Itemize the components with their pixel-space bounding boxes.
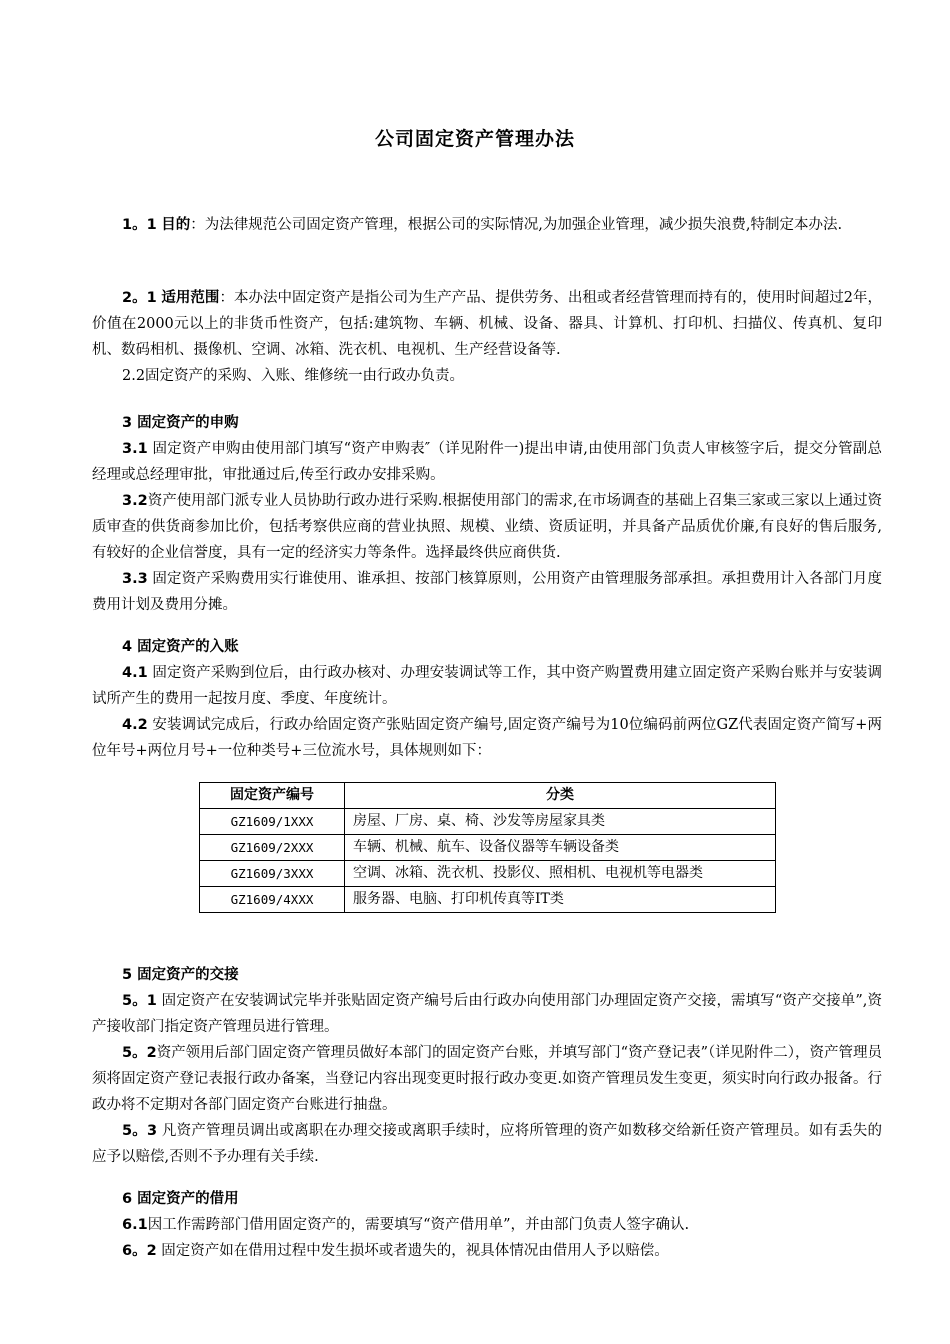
paragraph-4-2 bbox=[92, 712, 882, 764]
clause-label: 适用范围 bbox=[161, 290, 220, 306]
category-cell: 服务器、电脑、打印机传真等IT类 bbox=[345, 887, 776, 913]
asset-code-cell: GZ1609/4XXX bbox=[200, 887, 345, 913]
section-2 bbox=[92, 285, 882, 389]
clause-text: 资产使用部门派专业人员协助行政办进行采购.根据使用部门的需求,在市场调查的基础上召集三家或三家以上通过资质审查的供货商参加比价，包括考察供应商的营业执照、规模、业绩、资质证明，并具备产品质优价廉,有良好的售后服务,有较好的企业信誉度，具有一定的经济实力等条件。选择最终供应商供货. bbox=[92, 493, 882, 561]
paragraph-3-1 bbox=[92, 436, 882, 488]
clause-text: ：为法律规范公司固定资产管理，根据公司的实际情况,为加强企业管理，减少损失浪费,特制定本办法. bbox=[190, 217, 843, 233]
table-header-row bbox=[200, 783, 776, 809]
document-title: 公司固定资产管理办法 bbox=[374, 128, 575, 150]
paragraph-2-2: 2.2固定资产的采购、入账、维修统一由行政办负责。 bbox=[122, 368, 465, 384]
paragraph-6-2 bbox=[92, 1238, 882, 1264]
clause-text: 安装调试完成后，行政办给固定资产张贴固定资产编号,固定资产编号为10位编码前两位GZ代表固定资产简写+两位年号+两位月号+一位种类号+三位流水号，具体规则如下： bbox=[92, 717, 882, 759]
clause-label: 目的 bbox=[161, 217, 191, 233]
clause-number: 4.1 bbox=[122, 665, 148, 681]
paragraph-1-1 bbox=[92, 212, 882, 238]
clause-text: 固定资产采购费用实行谁使用、谁承担、按部门核算原则，公用资产由管理服务部承担。承担费用计入各部门月度费用计划及费用分摊。 bbox=[92, 571, 882, 613]
clause-text: 固定资产在安装调试完毕并张贴固定资产编号后由行政办向使用部门办理固定资产交接，需填写“资产交接单”,资产接收部门指定资产管理员进行管理。 bbox=[92, 993, 882, 1035]
asset-code-cell: GZ1609/1XXX bbox=[200, 809, 345, 835]
category-cell: 空调、冰箱、洗衣机、投影仪、照相机、电视机等电器类 bbox=[345, 861, 776, 887]
clause-number: 5。1 bbox=[122, 993, 157, 1009]
section-6 bbox=[92, 1186, 882, 1264]
asset-code-table bbox=[199, 782, 776, 913]
clause-number: 3.1 bbox=[122, 441, 148, 457]
category-cell: 房屋、厂房、桌、椅、沙发等房屋家具类 bbox=[345, 809, 776, 835]
paragraph-3-2 bbox=[92, 488, 882, 566]
section-1 bbox=[92, 212, 882, 238]
table-row bbox=[200, 861, 776, 887]
paragraph-6-1 bbox=[92, 1212, 882, 1238]
clause-number: 5。2 bbox=[122, 1045, 157, 1061]
paragraph-5-2 bbox=[92, 1040, 882, 1118]
paragraph-5-3 bbox=[92, 1118, 882, 1170]
table-row bbox=[200, 835, 776, 861]
section-5 bbox=[92, 962, 882, 1170]
column-header-category: 分类 bbox=[345, 783, 776, 809]
section-heading: 3 固定资产的申购 bbox=[122, 415, 239, 431]
clause-text: ：本办法中固定资产是指公司为生产产品、提供劳务、出租或者经营管理而持有的，使用时间超过2年，价值在2000元以上的非货币性资产，包括:建筑物、车辆、机械、设备、器具、计算机、打印机、扫描仪、传真机、复印机、数码相机、摄像机、空调、冰箱、洗衣机、电视机、生产经营设备等. bbox=[92, 290, 882, 358]
clause-number: 3.3 bbox=[122, 571, 148, 587]
clause-number: 3.2 bbox=[122, 493, 148, 509]
category-cell: 车辆、机械、航车、设备仪器等车辆设备类 bbox=[345, 835, 776, 861]
clause-number: 1。1 bbox=[122, 217, 157, 233]
section-heading: 4 固定资产的入账 bbox=[122, 639, 239, 655]
clause-text: 凡资产管理员调出或离职在办理交接或离职手续时，应将所管理的资产如数移交给新任资产管理员。如有丢失的应予以赔偿,否则不予办理有关手续. bbox=[92, 1123, 883, 1165]
clause-number: 5。3 bbox=[122, 1123, 158, 1139]
clause-number: 6.1 bbox=[122, 1217, 148, 1233]
section-heading: 6 固定资产的借用 bbox=[122, 1191, 239, 1207]
section-heading: 5 固定资产的交接 bbox=[122, 967, 239, 983]
clause-number: 6。2 bbox=[122, 1243, 157, 1259]
clause-number: 4.2 bbox=[122, 717, 148, 733]
paragraph-3-3 bbox=[92, 566, 882, 618]
table-row bbox=[200, 887, 776, 913]
section-4 bbox=[92, 634, 882, 764]
clause-text: 因工作需跨部门借用固定资产的，需要填写“资产借用单”，并由部门负责人签字确认. bbox=[147, 1217, 690, 1233]
table-row bbox=[200, 809, 776, 835]
paragraph-2-1 bbox=[92, 285, 882, 363]
section-3 bbox=[92, 410, 882, 618]
asset-code-cell: GZ1609/3XXX bbox=[200, 861, 345, 887]
clause-text: 固定资产采购到位后，由行政办核对、办理安装调试等工作，其中资产购置费用建立固定资产采购台账并与安装调试所产生的费用一起按月度、季度、年度统计。 bbox=[92, 665, 882, 707]
clause-text: 固定资产申购由使用部门填写“资产申购表″（详见附件一)提出申请,由使用部门负责人审核签字后，提交分管副总经理或总经理审批，审批通过后,传至行政办安排采购。 bbox=[92, 441, 882, 483]
paragraph-4-1 bbox=[92, 660, 882, 712]
column-header-code: 固定资产编号 bbox=[200, 783, 345, 809]
clause-text: 资产领用后部门固定资产管理员做好本部门的固定资产台账，并填写部门“资产登记表”（详见附件二），资产管理员须将固定资产登记表报行政办备案，当登记内容出现变更时报行政办变更.如资产管理员发生变更，须实时向行政办报备。行政办将不定期对各部门固定资产台账进行抽盘。 bbox=[92, 1045, 883, 1113]
paragraph-5-1 bbox=[92, 988, 882, 1040]
clause-text: 固定资产如在借用过程中发生损坏或者遗失的，视具体情况由借用人予以赔偿。 bbox=[156, 1243, 669, 1259]
clause-number: 2。1 bbox=[122, 290, 157, 306]
asset-code-cell: GZ1609/2XXX bbox=[200, 835, 345, 861]
